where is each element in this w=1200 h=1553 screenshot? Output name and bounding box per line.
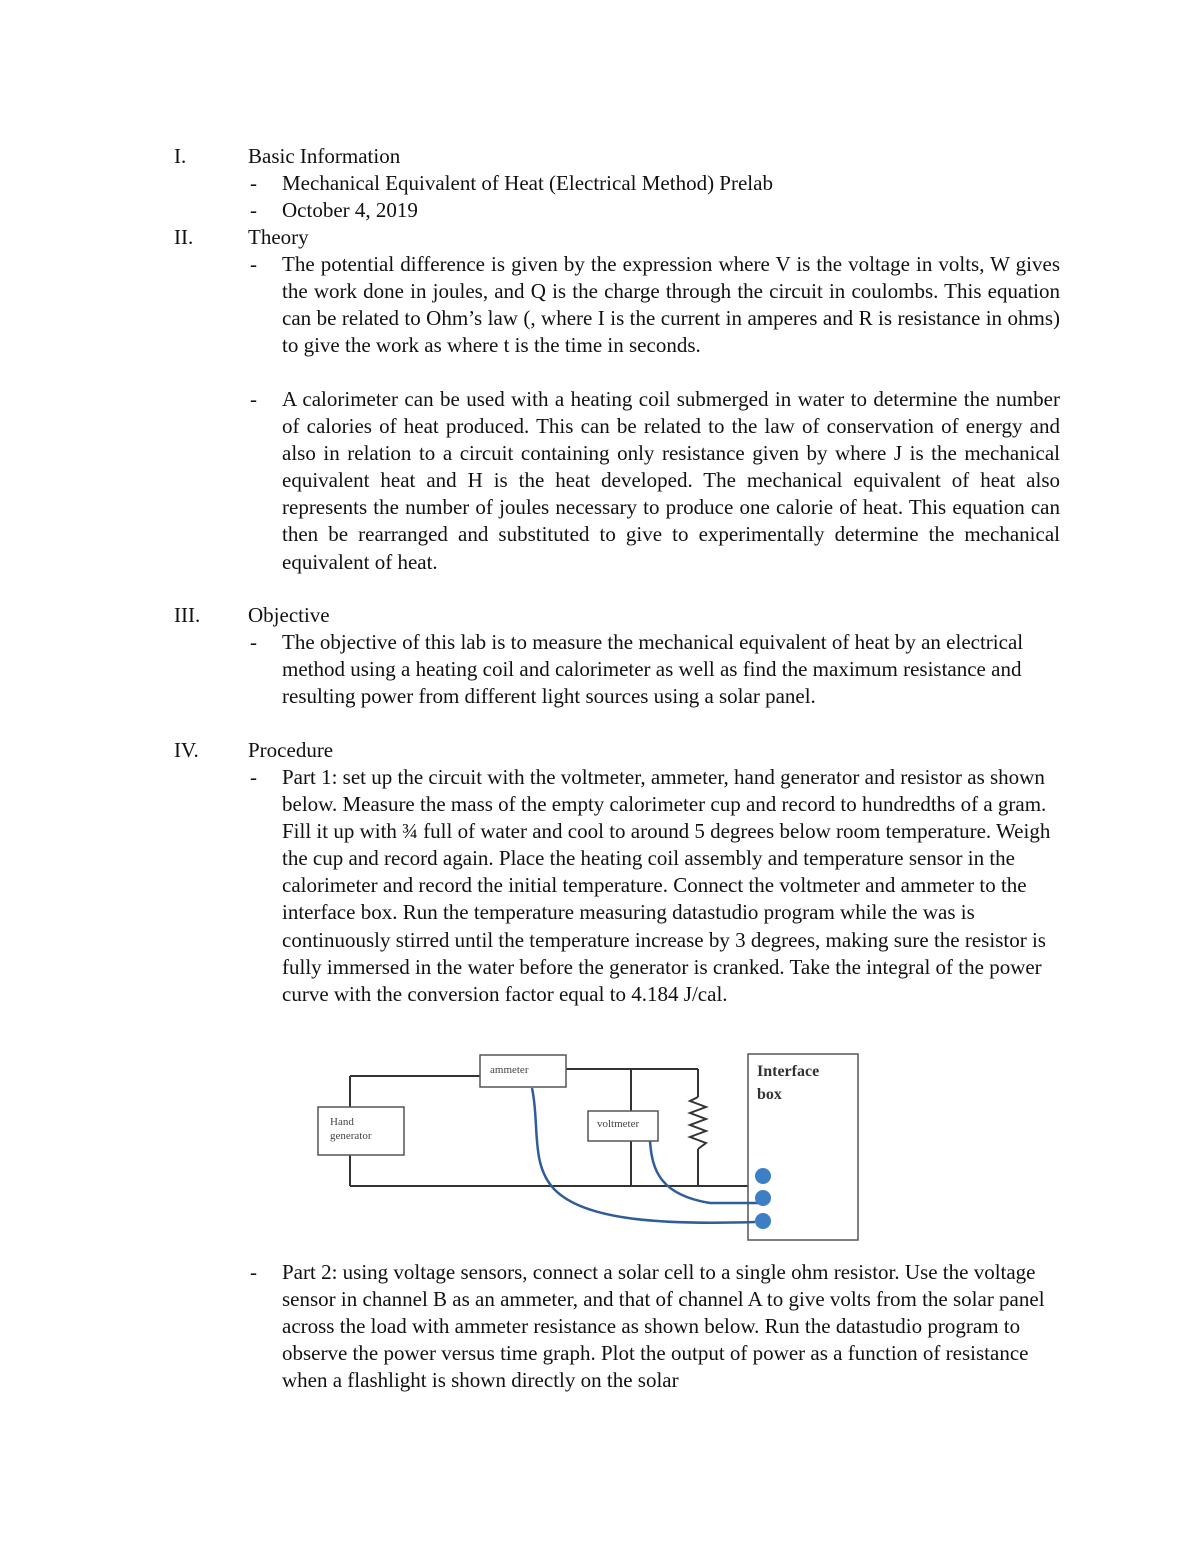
- bullet-mark: -: [250, 252, 257, 276]
- bullet-mark: -: [250, 171, 257, 195]
- bullet-mark: -: [250, 1260, 257, 1284]
- ammeter-label: ammeter: [490, 1064, 529, 1076]
- sensor-leads: [532, 1088, 758, 1223]
- ammeter-box: [480, 1055, 566, 1087]
- section-heading: Theory: [248, 225, 309, 249]
- port-icon: [755, 1168, 771, 1184]
- bullet-mark: -: [250, 198, 257, 222]
- section-theory: [174, 224, 1074, 604]
- section-numeral: I.: [174, 144, 187, 168]
- voltmeter-box: [588, 1111, 658, 1141]
- objective-paragraph: The objective of this lab is to measure the mechanical equivalent of heat by an electrical method using a heating coil and calorimeter as well as find the maximum resistance and resulting power from different light sources using a solar panel.: [282, 630, 1024, 709]
- circuit-diagram: [300, 1045, 870, 1245]
- lab-title: Mechanical Equivalent of Heat (Electrical Method) Prelab: [282, 171, 773, 195]
- section-heading: Procedure: [248, 738, 334, 762]
- section-heading: Basic Information: [248, 144, 401, 168]
- interface-box: [748, 1054, 858, 1240]
- port-icon: [755, 1213, 771, 1229]
- procedure-part2: Part 2: using voltage sensors, connect a solar cell to a single ohm resistor. Use the voltage sensor in channel B as an ammeter, and that of channel A to give volts from the solar panel across the load with ammeter resistance as shown below. Run the datastudio program to observe the power versus time graph. Plot the output of power as a function of resistance when a flashlight is shown directly on the solar: [282, 1260, 1045, 1393]
- procedure-part1: Part 1: set up the circuit with the voltmeter, ammeter, hand generator and resistor as shown below. Measure the mass of the empty calorimeter cup and record to hundredths of a gram. Fill it up with ¾ full of water and cool to around 5 degrees below room temperature. Weigh the cup and record again. Place the heating coil assembly and temperature sensor in the calorimeter and record the initial temperature. Connect the voltmeter and ammeter to the interface box. Run the temperature measuring datastudio program while the was is continuously stirred until the temperature increase by 3 degrees, making sure the resistor is fully immersed in the water before the generator is cranked. Take the integral of the power curve with the conversion factor equal to 4.184 J/cal.: [282, 765, 1051, 1006]
- generator-label: Hand: [330, 1116, 354, 1128]
- bullet-mark: -: [250, 387, 257, 411]
- resistor-symbol: [690, 1097, 706, 1149]
- section-objective: [174, 602, 1074, 742]
- port-icon: [755, 1190, 771, 1206]
- section-basic-information: [174, 143, 1074, 225]
- interface-ports: [755, 1168, 771, 1229]
- voltmeter-label: voltmeter: [597, 1118, 640, 1130]
- interface-label: box: [757, 1086, 782, 1103]
- section-numeral: III.: [174, 603, 201, 627]
- bullet-mark: -: [250, 630, 257, 654]
- section-heading: Objective: [248, 603, 330, 627]
- theory-paragraph: A calorimeter can be used with a heating coil submerged in water to determine the number of calories of heat produced. This can be related to the law of conservation of energy and also in relation to a circuit containing only resistance given by where J is the mechanical equivalent heat and H is the heat developed. The mechanical equivalent of heat also represents the number of joules necessary to produce one calorie of heat. This equation can then be rearranged and substituted to give to experimentally determine the mechanical equivalent of heat.: [282, 387, 1060, 574]
- section-procedure: [174, 737, 1074, 1067]
- section-numeral: IV.: [174, 738, 199, 762]
- lab-date: October 4, 2019: [282, 198, 418, 222]
- interface-label: Interface: [757, 1063, 820, 1080]
- hand-generator-box: [318, 1107, 404, 1155]
- generator-label: generator: [330, 1130, 372, 1142]
- section-numeral: II.: [174, 225, 194, 249]
- section-procedure-part2: [174, 1259, 1074, 1399]
- theory-paragraph: The potential difference is given by the expression where V is the voltage in volts, W gives the work done in joules, and Q is the charge through the circuit in coulombs. This equation can be related to Ohm’s law (, where I is the current in amperes and R is resistance in ohms) to give the work as where t is the time in seconds.: [282, 252, 1060, 358]
- bullet-mark: -: [250, 765, 257, 789]
